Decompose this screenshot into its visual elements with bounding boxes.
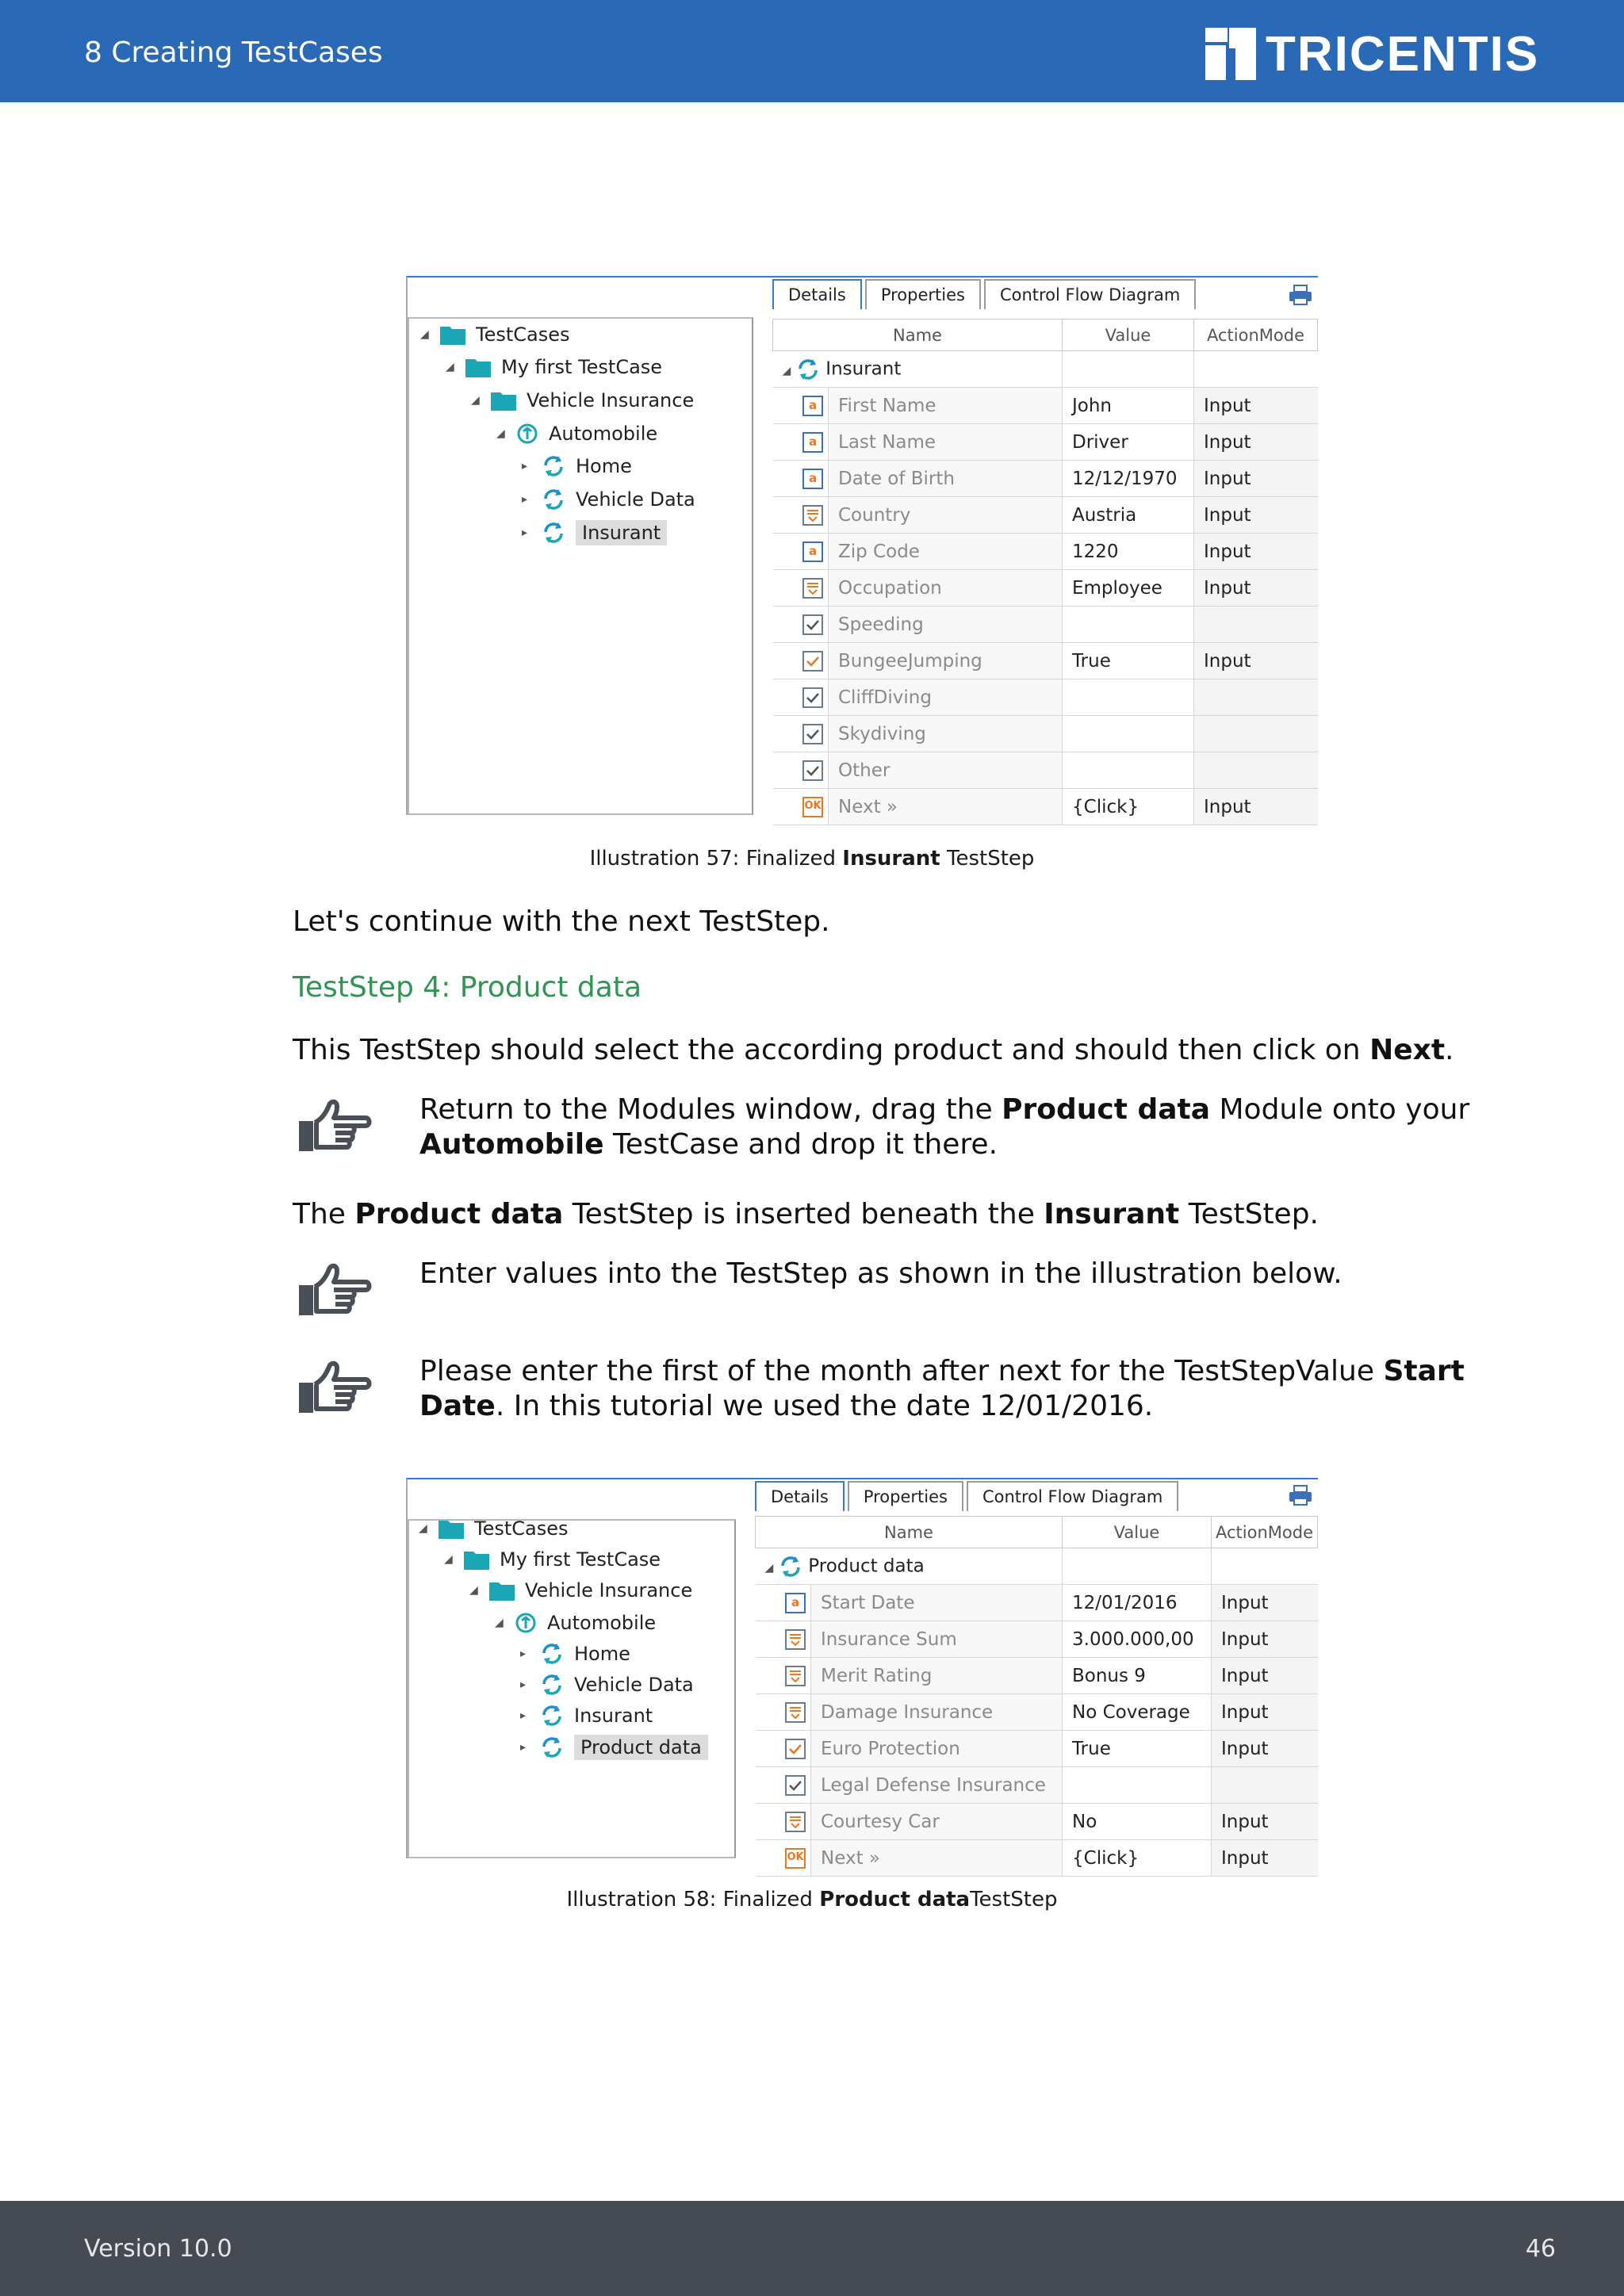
hint-text: Return to the Modules window, drag the Product data Module onto your Automobile TestCase and drop it there. (419, 1093, 1470, 1161)
testcase-icon (514, 1611, 538, 1635)
page-number: 46 (1525, 2235, 1556, 2263)
tab-control-flow-diagram[interactable]: Control Flow Diagram (967, 1481, 1178, 1511)
actionmode-cell[interactable] (1194, 607, 1318, 643)
tree-node-label: Vehicle Data (574, 1674, 694, 1696)
teststep-value-cell[interactable]: Employee (1063, 570, 1194, 607)
tree-node-my-first-testcase[interactable] (444, 1548, 661, 1571)
tree-node-testcases[interactable] (419, 1517, 569, 1540)
teststep-value-name: Start Date (811, 1585, 1063, 1621)
column-name[interactable]: Name (756, 1517, 1063, 1548)
tree-node-label: Insurant (574, 1705, 653, 1728)
tab-control-flow-diagram[interactable]: Control Flow Diagram (984, 279, 1196, 309)
heading-teststep-4: TestStep 4: Product data (293, 971, 642, 1004)
hint-text: Please enter the first of the month after next for the TestStepValue Start Date. In this tutorial we used the date 12/01/2016. (419, 1355, 1465, 1422)
tree-node-vehicle-data[interactable] (520, 1673, 694, 1697)
expand-arrow-icon[interactable]: ◢ (496, 427, 505, 440)
version-label: Version 10.0 (84, 2235, 232, 2263)
hint-enter-values (293, 1257, 1342, 1322)
button-icon: OK (785, 1848, 806, 1869)
tricentis-logo (1205, 26, 1539, 82)
page-header (0, 0, 1624, 102)
textbox-icon: a (802, 396, 823, 416)
checkbox-checked-icon (785, 1739, 806, 1759)
combobox-icon (785, 1666, 806, 1686)
page-footer (0, 2201, 1624, 2296)
expand-arrow-icon[interactable]: ▸ (520, 1678, 527, 1691)
teststep-value-row[interactable] (756, 1585, 1318, 1621)
actionmode-cell[interactable]: Input (1212, 1585, 1318, 1621)
teststep-value-cell[interactable]: {Click} (1063, 789, 1194, 825)
teststep-refresh-icon (539, 1642, 565, 1666)
tree-node-label: Product data (574, 1735, 708, 1760)
teststep-value-row[interactable] (756, 1694, 1318, 1731)
teststep-value-cell[interactable]: No (1063, 1804, 1212, 1840)
pointing-hand-icon (293, 1356, 372, 1419)
actionmode-cell[interactable] (1212, 1767, 1318, 1804)
teststep-group-label: Product data (808, 1556, 925, 1576)
expand-arrow-icon[interactable]: ▸ (520, 1709, 527, 1723)
combobox-icon (802, 505, 823, 526)
detail-tabs (755, 1481, 1182, 1511)
teststep-value-name: Damage Insurance (811, 1694, 1063, 1731)
hint-start-date (293, 1355, 1465, 1422)
teststep-value-name: Last Name (829, 424, 1063, 461)
actionmode-cell[interactable]: Input (1194, 534, 1318, 570)
tree-node-testcases[interactable] (420, 323, 570, 346)
teststep-value-row[interactable] (773, 607, 1318, 643)
column-name[interactable]: Name (773, 320, 1063, 351)
teststep-value-row[interactable] (773, 424, 1318, 461)
checkbox-checked-icon (802, 651, 823, 672)
expand-arrow-icon[interactable]: ◢ (469, 1584, 478, 1598)
expand-arrow-icon[interactable]: ◢ (471, 393, 480, 407)
teststep-value-name: Skydiving (829, 716, 1063, 752)
teststep-refresh-icon (541, 454, 566, 478)
tree-node-label: Vehicle Insurance (527, 388, 695, 411)
teststep-value-cell[interactable]: Driver (1063, 424, 1194, 461)
printer-icon[interactable] (1288, 1484, 1313, 1506)
pointing-hand-icon (293, 1094, 372, 1158)
actionmode-cell[interactable]: Input (1194, 497, 1318, 534)
expand-arrow-icon[interactable]: ◢ (419, 1522, 427, 1535)
teststep-refresh-icon (539, 1704, 565, 1728)
paragraph-teststep-purpose: This TestStep should select the according product and should then click on Next. (293, 1034, 1454, 1066)
tab-details[interactable]: Details (755, 1481, 845, 1511)
button-icon: OK (802, 797, 823, 817)
teststep-value-name: Courtesy Car (811, 1804, 1063, 1840)
teststep-refresh-icon (778, 1555, 803, 1578)
tree-node-my-first-testcase[interactable] (446, 356, 662, 378)
chapter-title: 8 Creating TestCases (84, 36, 383, 69)
hint-text: Enter values into the TestStep as shown in the illustration below. (419, 1257, 1342, 1290)
checkbox-icon (802, 614, 823, 635)
caption-illustration-57: Illustration 57: Finalized Insurant TestStep (589, 847, 1035, 871)
expand-arrow-icon[interactable]: ▸ (522, 492, 528, 506)
teststep-value-cell[interactable]: 1220 (1063, 534, 1194, 570)
screenshot-product-data-teststep (406, 1478, 1318, 1869)
tree-node-label: Automobile (549, 422, 658, 445)
teststep-value-cell[interactable]: No Coverage (1063, 1694, 1212, 1731)
folder-icon (465, 356, 492, 378)
expand-arrow-icon[interactable]: ▸ (520, 1741, 527, 1755)
tree-node-label: My first TestCase (500, 1548, 661, 1571)
tree-node-insurant[interactable] (522, 520, 667, 545)
paragraph-inserted: The Product data TestStep is inserted beneath the Insurant TestStep. (293, 1198, 1319, 1230)
tree-node-home[interactable] (520, 1642, 630, 1666)
hint-drag-module (293, 1093, 1470, 1161)
checkbox-icon (802, 687, 823, 708)
teststep-value-row[interactable] (773, 789, 1318, 825)
actionmode-cell[interactable]: Input (1212, 1731, 1318, 1767)
teststep-value-name: Next » (829, 789, 1063, 825)
teststep-value-row[interactable] (773, 716, 1318, 752)
folder-icon (439, 323, 466, 346)
teststep-value-name: First Name (829, 388, 1063, 424)
tree-node-home[interactable] (522, 454, 632, 478)
combobox-icon (802, 578, 823, 599)
teststep-value-name: Occupation (829, 570, 1063, 607)
tricentis-logo-icon (1205, 28, 1256, 80)
combobox-icon (785, 1702, 806, 1723)
column-actionmode[interactable]: ActionMode (1212, 1517, 1318, 1548)
caption-illustration-58: Illustration 58: Finalized Product dataTestStep (566, 1888, 1058, 1911)
actionmode-cell[interactable] (1194, 752, 1318, 789)
checkbox-icon (785, 1775, 806, 1796)
teststep-value-cell[interactable] (1063, 607, 1194, 643)
expand-arrow-icon[interactable]: ◢ (420, 328, 429, 341)
actionmode-cell[interactable]: Input (1212, 1804, 1318, 1840)
combobox-icon (785, 1629, 806, 1650)
expand-arrow-icon[interactable]: ▸ (522, 460, 528, 473)
tree-node-vehicle-insurance[interactable] (471, 389, 694, 411)
combobox-icon (785, 1812, 806, 1832)
tree-node-label: Home (574, 1642, 630, 1665)
column-actionmode[interactable]: ActionMode (1194, 320, 1318, 351)
teststep-value-name: Zip Code (829, 534, 1063, 570)
actionmode-cell[interactable]: Input (1194, 570, 1318, 607)
checkbox-icon (802, 760, 823, 781)
tab-details[interactable]: Details (772, 279, 862, 309)
actionmode-cell[interactable]: Input (1212, 1621, 1318, 1658)
teststep-value-cell[interactable]: Austria (1063, 497, 1194, 534)
expand-arrow-icon[interactable]: ▸ (520, 1647, 527, 1660)
teststep-value-cell[interactable]: 12/01/2016 (1063, 1585, 1212, 1621)
folder-icon (488, 1579, 515, 1601)
teststep-value-row[interactable] (756, 1804, 1318, 1840)
teststep-value-row[interactable] (773, 679, 1318, 716)
tree-node-product-data[interactable] (520, 1735, 708, 1760)
actionmode-cell[interactable]: Input (1194, 424, 1318, 461)
teststep-value-name: Other (829, 752, 1063, 789)
teststep-value-row[interactable] (773, 388, 1318, 424)
teststep-value-row[interactable] (756, 1621, 1318, 1658)
tree-node-automobile[interactable] (496, 422, 657, 446)
teststep-value-row[interactable] (773, 497, 1318, 534)
teststep-value-row[interactable] (756, 1658, 1318, 1694)
teststep-value-cell[interactable]: 3.000.000,00 (1063, 1621, 1212, 1658)
textbox-icon: a (802, 469, 823, 489)
teststep-value-name: Date of Birth (829, 461, 1063, 497)
paragraph-continue: Let's continue with the next TestStep. (293, 905, 830, 938)
teststep-value-name: CliffDiving (829, 679, 1063, 716)
teststep-value-cell[interactable]: Bonus 9 (1063, 1658, 1212, 1694)
teststep-value-cell[interactable] (1063, 679, 1194, 716)
actionmode-cell[interactable]: Input (1212, 1694, 1318, 1731)
folder-icon (438, 1517, 465, 1540)
tree-node-label: Vehicle Data (576, 488, 695, 511)
teststep-value-name: Insurance Sum (811, 1621, 1063, 1658)
tree-node-label: TestCases (474, 1517, 569, 1540)
textbox-icon: a (802, 541, 823, 562)
tree-node-insurant[interactable] (520, 1704, 653, 1728)
teststep-value-name: Country (829, 497, 1063, 534)
tree-node-label: Insurant (576, 520, 667, 545)
teststep-value-row[interactable] (773, 534, 1318, 570)
teststep-grid (772, 319, 1318, 825)
actionmode-cell[interactable] (1194, 679, 1318, 716)
teststep-refresh-icon (539, 1735, 565, 1759)
pointing-hand-icon (293, 1258, 372, 1322)
tree-node-label: My first TestCase (501, 356, 663, 379)
teststep-value-cell[interactable]: 12/12/1970 (1063, 461, 1194, 497)
folder-icon (463, 1548, 490, 1571)
textbox-icon: a (802, 432, 823, 453)
teststep-group-row[interactable]: ◢ Insurant (773, 351, 1318, 388)
actionmode-cell[interactable]: Input (1212, 1840, 1318, 1877)
actionmode-cell[interactable]: Input (1212, 1658, 1318, 1694)
expand-arrow-icon[interactable]: ◢ (446, 361, 454, 374)
actionmode-cell[interactable]: Input (1194, 789, 1318, 825)
tree-node-vehicle-data[interactable] (522, 488, 695, 511)
actionmode-cell[interactable]: Input (1194, 461, 1318, 497)
expand-arrow-icon[interactable]: ◢ (495, 1616, 504, 1629)
teststep-value-cell[interactable] (1063, 716, 1194, 752)
teststep-grid (755, 1516, 1318, 1877)
checkbox-icon (802, 724, 823, 744)
tree-node-label: Automobile (547, 1611, 657, 1634)
brand-name: TRICENTIS (1266, 26, 1540, 82)
teststep-value-name: Merit Rating (811, 1658, 1063, 1694)
teststep-value-row[interactable] (773, 461, 1318, 497)
screenshot-insurant-teststep (406, 276, 1318, 815)
teststep-value-cell[interactable]: John (1063, 388, 1194, 424)
teststep-value-name: Next » (811, 1840, 1063, 1877)
teststep-value-row[interactable] (756, 1767, 1318, 1804)
actionmode-cell[interactable]: Input (1194, 643, 1318, 679)
tree-node-label: Vehicle Insurance (525, 1579, 693, 1602)
textbox-icon: a (785, 1593, 806, 1613)
teststep-refresh-icon (539, 1673, 565, 1697)
teststep-group-label: Insurant (825, 358, 902, 379)
teststep-value-name: Euro Protection (811, 1731, 1063, 1767)
column-value[interactable]: Value (1063, 320, 1194, 351)
tree-node-label: TestCases (476, 323, 570, 346)
tree-node-vehicle-insurance[interactable] (469, 1579, 692, 1601)
actionmode-cell[interactable]: Input (1194, 388, 1318, 424)
expand-arrow-icon[interactable]: ▸ (522, 526, 528, 539)
column-value[interactable]: Value (1063, 1517, 1212, 1548)
teststep-group-row[interactable]: ◢ Product data (756, 1548, 1318, 1585)
teststep-refresh-icon (795, 358, 821, 381)
tab-properties[interactable]: Properties (865, 279, 981, 309)
teststep-value-name: Speeding (829, 607, 1063, 643)
teststep-value-row[interactable] (756, 1731, 1318, 1767)
actionmode-cell[interactable] (1194, 716, 1318, 752)
printer-icon[interactable] (1288, 284, 1313, 306)
teststep-value-row[interactable] (756, 1840, 1318, 1877)
teststep-value-name: Legal Defense Insurance (811, 1767, 1063, 1804)
teststep-value-name: BungeeJumping (829, 643, 1063, 679)
teststep-value-cell[interactable] (1063, 1767, 1212, 1804)
tab-properties[interactable]: Properties (848, 1481, 963, 1511)
teststep-refresh-icon (541, 521, 566, 545)
teststep-value-row[interactable] (773, 643, 1318, 679)
teststep-value-cell[interactable] (1063, 752, 1194, 789)
expand-arrow-icon[interactable]: ◢ (444, 1553, 453, 1567)
teststep-value-cell[interactable]: True (1063, 643, 1194, 679)
testcase-icon (515, 422, 539, 446)
teststep-value-cell[interactable]: {Click} (1063, 1840, 1212, 1877)
folder-icon (490, 389, 517, 411)
teststep-value-row[interactable] (773, 570, 1318, 607)
teststep-refresh-icon (541, 488, 566, 511)
teststep-value-cell[interactable]: True (1063, 1731, 1212, 1767)
tree-node-automobile[interactable] (495, 1611, 656, 1635)
teststep-value-row[interactable] (773, 752, 1318, 789)
tree-node-label: Home (576, 455, 632, 478)
detail-tabs (772, 279, 1199, 309)
